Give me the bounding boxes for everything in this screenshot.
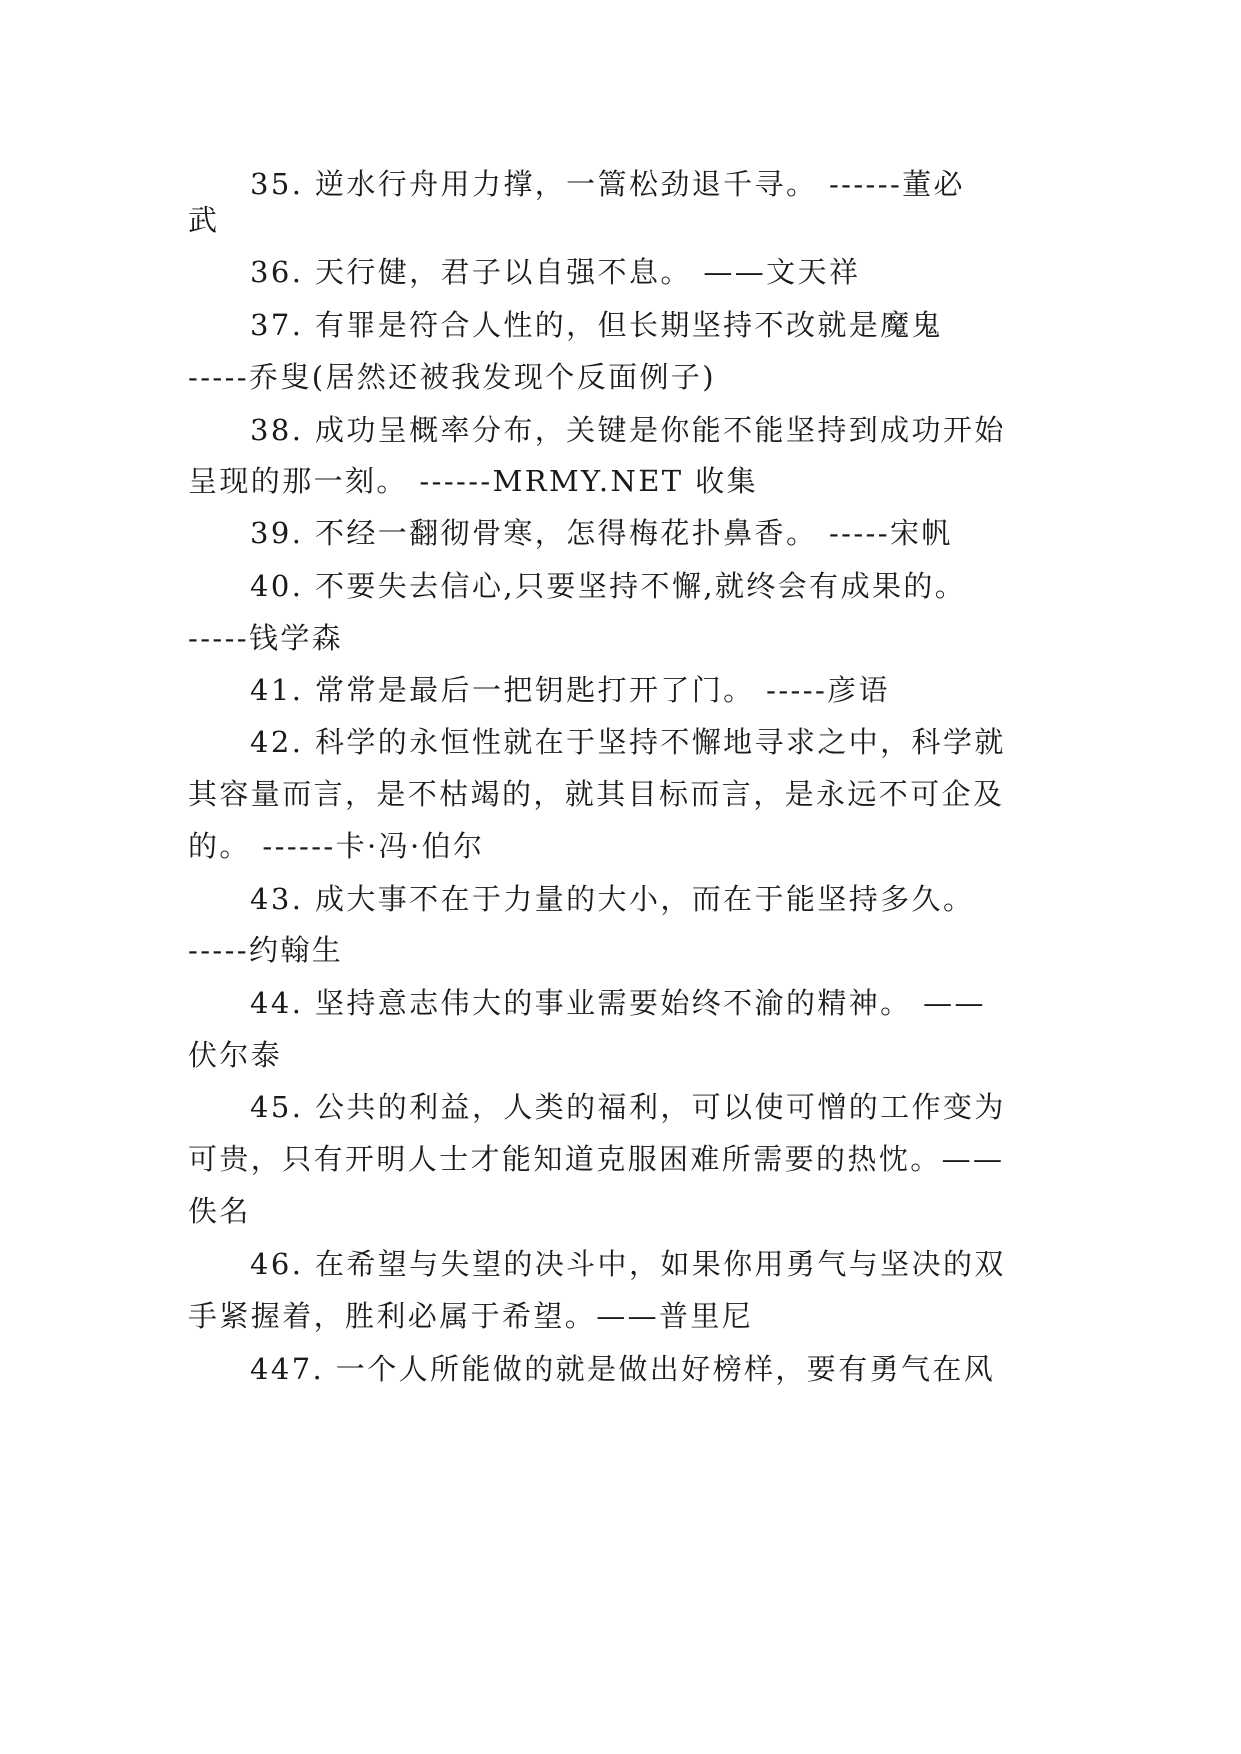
quote-45-line-1: 45. 公共的利益，人类的福利，可以使可憎的工作变为 [250, 1090, 1006, 1124]
quote-46-line-1: 46. 在希望与失望的决斗中，如果你用勇气与坚决的双 [250, 1247, 1006, 1281]
quote-38-line-2: 呈现的那一刻。 ------MRMY.NET 收集 [188, 464, 758, 498]
quote-39-line-1: 39. 不经一翻彻骨寒，怎得梅花扑鼻香。 -----宋帆 [250, 516, 953, 550]
quote-38-line-1: 38. 成功呈概率分布，关键是你能不能坚持到成功开始 [250, 413, 1006, 447]
quote-41-line-1: 41. 常常是最后一把钥匙打开了门。 -----彦语 [250, 673, 890, 707]
quote-46-line-2: 手紧握着，胜利必属于希望。——普里尼 [188, 1299, 754, 1333]
quote-44-line-2: 伏尔泰 [188, 1038, 283, 1072]
quote-36-line-1: 36. 天行健，君子以自强不息。 ——文天祥 [250, 255, 861, 289]
quote-42-line-1: 42. 科学的永恒性就在于坚持不懈地寻求之中，科学就 [250, 725, 1006, 759]
quote-447-line-1: 447. 一个人所能做的就是做出好榜样，要有勇气在风 [250, 1352, 996, 1386]
quote-43-line-2: -----约翰生 [188, 933, 344, 967]
quote-42-line-3: 的。 ------卡·冯·伯尔 [188, 829, 485, 863]
quote-40-line-2: -----钱学森 [188, 621, 344, 655]
quote-37-line-1: 37. 有罪是符合人性的，但长期坚持不改就是魔鬼 [250, 308, 943, 342]
quote-43-line-1: 43. 成大事不在于力量的大小，而在于能坚持多久。 [250, 882, 975, 916]
quote-45-line-2: 可贵，只有开明人士才能知道克服困难所需要的热忱。—— [188, 1142, 1005, 1176]
quote-44-line-1: 44. 坚持意志伟大的事业需要始终不渝的精神。 —— [250, 986, 986, 1020]
quote-45-line-3: 佚名 [188, 1194, 251, 1228]
quote-40-line-1: 40. 不要失去信心,只要坚持不懈,就终会有成果的。 [250, 569, 967, 603]
quote-37-line-2: -----乔叟(居然还被我发现个反面例子) [188, 360, 717, 394]
quote-42-line-2: 其容量而言，是不枯竭的，就其目标而言，是永远不可企及 [188, 777, 1005, 811]
quote-35-line-1: 35. 逆水行舟用力撑，一篙松劲退千寻。 ------董必 [250, 167, 965, 201]
quote-35-line-2: 武 [188, 203, 220, 237]
